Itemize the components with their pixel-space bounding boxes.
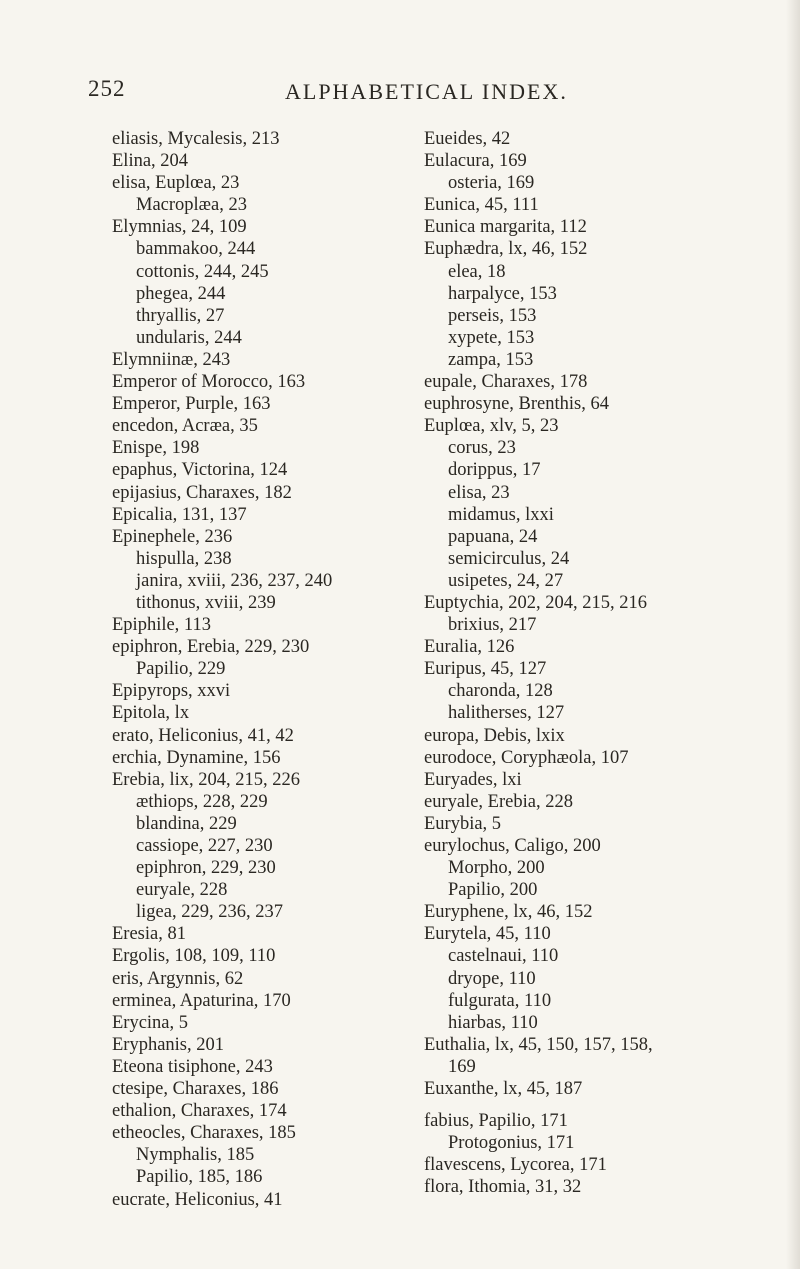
index-entry: Epipyrops, xxvi <box>112 681 231 702</box>
index-subentry: Nymphalis, 185 <box>136 1145 255 1166</box>
index-entry: Euphædra, lx, 46, 152 <box>424 239 588 260</box>
index-entry: Euripus, 45, 127 <box>424 659 547 680</box>
index-entry: Ergolis, 108, 109, 110 <box>112 946 276 967</box>
index-subentry: xypete, 153 <box>448 327 535 348</box>
index-entry: Euptychia, 202, 204, 215, 216 <box>424 592 648 613</box>
index-entry: Eulacura, 169 <box>424 151 527 172</box>
index-entry: Eurybia, 5 <box>424 813 502 834</box>
index-subentry: halitherses, 127 <box>448 703 565 724</box>
index-entry: epiphron, Erebia, 229, 230 <box>112 637 310 658</box>
index-entry: Eunica, 45, 111 <box>424 195 539 216</box>
index-entry: flavescens, Lycorea, 171 <box>424 1155 607 1176</box>
index-subentry: tithonus, xviii, 239 <box>136 592 276 613</box>
index-entry: eurylochus, Caligo, 200 <box>424 836 601 856</box>
index-subentry: perseis, 153 <box>448 305 537 326</box>
index-subentry: euryale, 228 <box>136 880 228 901</box>
index-column-left <box>112 128 412 1211</box>
running-head: ALPHABETICAL INDEX. <box>285 79 568 104</box>
index-entry: Epinephele, 236 <box>112 526 233 547</box>
index-entry: Emperor, Purple, 163 <box>112 394 271 415</box>
index-subentry: usipetes, 24, 27 <box>448 570 564 591</box>
index-entry: fabius, Papilio, 171 <box>424 1111 568 1132</box>
index-subentry: bammakoo, 244 <box>136 239 256 260</box>
index-entry: Epiphile, 113 <box>112 615 211 636</box>
index-subentry: charonda, 128 <box>448 681 553 702</box>
index-entry: Elina, 204 <box>112 151 189 172</box>
index-subentry: æthiops, 228, 229 <box>136 791 268 812</box>
index-subentry: midamus, lxxi <box>448 504 554 525</box>
index-entry: Eresia, 81 <box>112 924 186 945</box>
index-entry: eris, Argynnis, 62 <box>112 968 244 989</box>
index-subentry: elisa, 23 <box>448 482 510 503</box>
index-entry: eucrate, Heliconius, 41 <box>112 1189 283 1210</box>
index-entry: europa, Debis, lxix <box>424 725 565 746</box>
index-subentry: elea, 18 <box>448 261 506 282</box>
index-entry: encedon, Acræa, 35 <box>112 416 258 437</box>
index-entry: Enispe, 198 <box>112 438 200 459</box>
index-subentry: fulgurata, 110 <box>448 990 552 1011</box>
index-entry: erato, Heliconius, 41, 42 <box>112 725 294 746</box>
index-entry: Euryphene, lx, 46, 152 <box>424 902 593 923</box>
index-subentry: phegea, 244 <box>136 283 226 304</box>
index-subentry: thryallis, 27 <box>136 305 225 326</box>
index-subentry: Papilio, 200 <box>448 880 538 901</box>
index-subentry: janira, xviii, 236, 237, 240 <box>136 570 333 591</box>
index-subentry: ligea, 229, 236, 237 <box>136 902 283 923</box>
index-entry: erchia, Dynamine, 156 <box>112 747 281 768</box>
index-entry: Epitola, lx <box>112 703 190 724</box>
index-entry: Euthalia, lx, 45, 150, 157, 158, <box>424 1034 653 1055</box>
index-entry: Erycina, 5 <box>112 1012 189 1033</box>
index-entry: Elymnias, 24, 109 <box>112 217 247 238</box>
index-subentry: castelnaui, 110 <box>448 946 559 967</box>
index-subentry: Protogonius, 171 <box>448 1133 575 1154</box>
index-subentry: dorippus, 17 <box>448 460 541 481</box>
index-subentry: Morpho, 200 <box>448 858 545 879</box>
index-entry: ethalion, Charaxes, 174 <box>112 1101 287 1122</box>
index-entry: eurodoce, Coryphæola, 107 <box>424 747 629 768</box>
index-entry: epijasius, Charaxes, 182 <box>112 482 292 503</box>
index-subentry: epiphron, 229, 230 <box>136 858 276 879</box>
index-entry: elisa, Euplœa, 23 <box>112 173 240 194</box>
page-number: 252 <box>88 76 126 101</box>
index-column-right <box>424 128 784 1199</box>
index-entry: eupale, Charaxes, 178 <box>424 372 588 393</box>
index-subentry: hispulla, 238 <box>136 548 232 569</box>
index-entry: epaphus, Victorina, 124 <box>112 460 288 481</box>
index-subentry: papuana, 24 <box>448 526 538 547</box>
index-subentry: blandina, 229 <box>136 813 237 834</box>
index-entry: erminea, Apaturina, 170 <box>112 990 291 1011</box>
index-subentry: corus, 23 <box>448 438 516 459</box>
index-entry: Euplœa, xlv, 5, 23 <box>424 416 559 437</box>
index-entry: Emperor of Morocco, 163 <box>112 372 306 393</box>
index-subentry: harpalyce, 153 <box>448 283 557 304</box>
index-entry: Euxanthe, lx, 45, 187 <box>424 1079 583 1100</box>
section-gap <box>424 1100 784 1110</box>
index-subentry: cottonis, 244, 245 <box>136 261 269 282</box>
index-subentry: 169 <box>448 1056 476 1077</box>
index-entry: eliasis, Mycalesis, 213 <box>112 129 280 149</box>
index-subentry: Papilio, 229 <box>136 659 226 680</box>
page-edge-shadow <box>786 0 800 1269</box>
index-subentry: Papilio, 185, 186 <box>136 1167 263 1188</box>
index-entry: Eueides, 42 <box>424 129 511 149</box>
index-subentry: osteria, 169 <box>448 173 535 194</box>
index-entry: Epicalia, 131, 137 <box>112 504 247 525</box>
index-entry: ctesipe, Charaxes, 186 <box>112 1079 279 1100</box>
index-entry: flora, Ithomia, 31, 32 <box>424 1177 582 1198</box>
index-entry: Euryades, lxi <box>424 769 522 790</box>
index-entry: Erebia, lix, 204, 215, 226 <box>112 769 301 790</box>
index-subentry: semicirculus, 24 <box>448 548 570 569</box>
index-entry: Eurytela, 45, 110 <box>424 924 551 945</box>
index-entry: Eteona tisiphone, 243 <box>112 1056 273 1077</box>
index-entry: Eryphanis, 201 <box>112 1034 225 1055</box>
index-subentry: hiarbas, 110 <box>448 1012 538 1033</box>
index-entry: Elymniinæ, 243 <box>112 349 231 370</box>
index-entry: Eunica margarita, 112 <box>424 217 587 238</box>
index-subentry: cassiope, 227, 230 <box>136 836 273 856</box>
index-subentry: zampa, 153 <box>448 349 534 370</box>
index-subentry: dryope, 110 <box>448 968 536 989</box>
index-entry: euphrosyne, Brenthis, 64 <box>424 394 609 415</box>
index-subentry: Macroplæa, 23 <box>136 195 247 216</box>
index-subentry: brixius, 217 <box>448 615 537 636</box>
index-entry: Euralia, 126 <box>424 637 515 658</box>
index-subentry: undularis, 244 <box>136 327 242 348</box>
index-entry: etheocles, Charaxes, 185 <box>112 1123 296 1144</box>
index-entry: euryale, Erebia, 228 <box>424 791 573 812</box>
